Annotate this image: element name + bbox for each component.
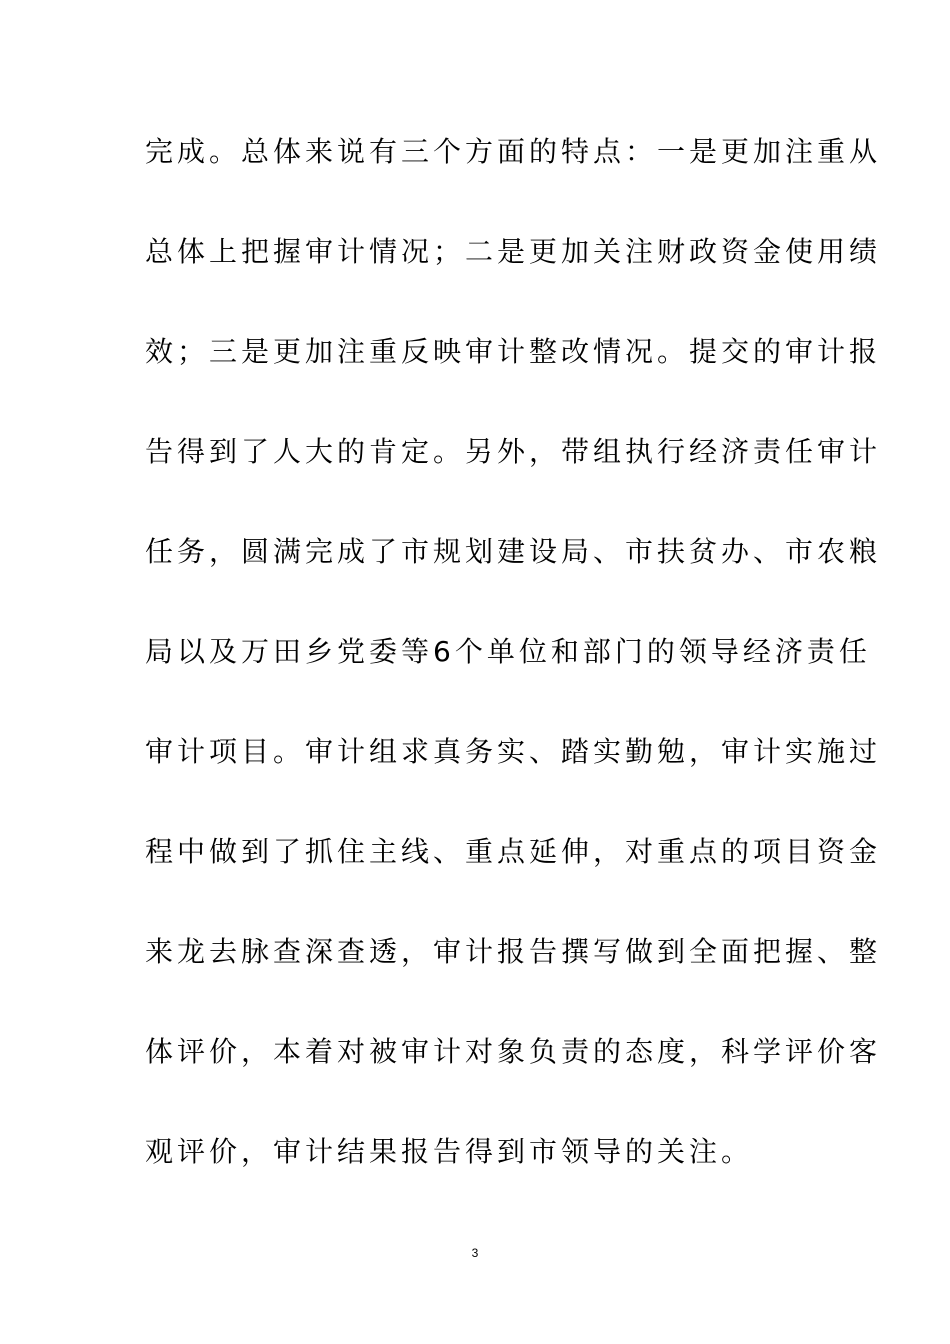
text-line: 来龙去脉查深查透，审计报告撰写做到全面把握、整 <box>145 935 882 968</box>
text-line: 完成。总体来说有三个方面的特点：一是更加注重从 <box>145 135 882 168</box>
text-line: 审计项目。审计组求真务实、踏实勤勉，审计实施过 <box>145 735 882 768</box>
text-line: 告得到了人大的肯定。另外，带组执行经济责任审计 <box>145 435 882 468</box>
text-line: 总体上把握审计情况；二是更加关注财政资金使用绩 <box>145 235 882 268</box>
page-number: 3 <box>471 1246 479 1260</box>
body-paragraph <box>145 120 882 1220</box>
text-line: 任务，圆满完成了市规划建设局、市扶贫办、市农粮 <box>145 535 882 568</box>
text-line: 体评价，本着对被审计对象负责的态度，科学评价客 <box>145 1035 882 1068</box>
text-line: 效；三是更加注重反映审计整改情况。提交的审计报 <box>145 335 882 368</box>
text-line-last: 观评价，审计结果报告得到市领导的关注。 <box>145 1135 754 1168</box>
text-line: 局以及万田乡党委等6个单位和部门的领导经济责任 <box>145 635 871 668</box>
text-line: 程中做到了抓住主线、重点延伸，对重点的项目资金 <box>145 835 882 868</box>
